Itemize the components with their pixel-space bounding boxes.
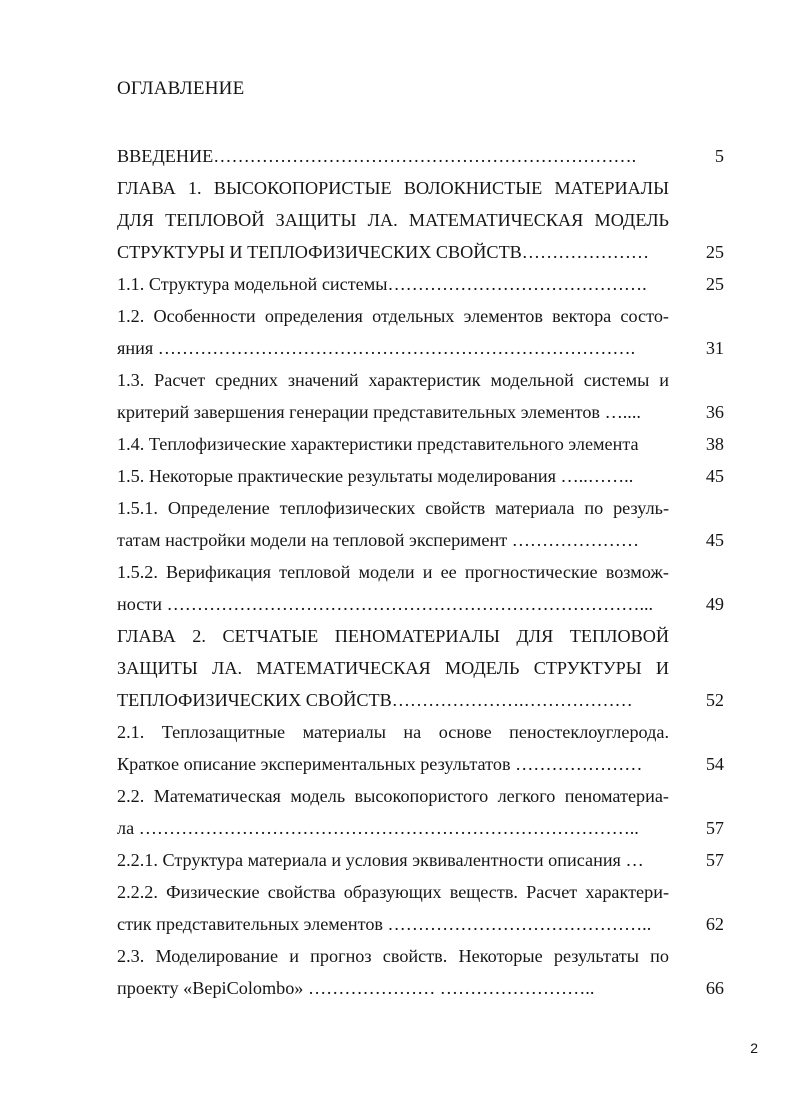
toc-line — [117, 812, 724, 844]
toc-entry-text: 1.3. Расчет средних значений характеристик модельной системы и — [117, 370, 669, 390]
toc-line — [117, 940, 724, 972]
toc-line — [117, 364, 724, 396]
toc-entry-text: ГЛАВА 1. ВЫСОКОПОРИСТЫЕ ВОЛОКНИСТЫЕ МАТЕРИАЛЫ — [117, 178, 669, 198]
toc-line — [117, 396, 724, 428]
toc-entry-text: 2.1. Теплозащитные материалы на основе пеностеклоуглерода. — [117, 722, 669, 742]
toc-line — [117, 652, 724, 684]
toc-entry-text: ности ……………………………………………………………………... — [117, 594, 654, 614]
toc-entry-page: 54 — [705, 754, 724, 774]
toc-entry-page: 52 — [705, 690, 724, 710]
toc-entry-page: 36 — [705, 402, 724, 422]
toc-entry-text: ТЕПЛОФИЗИЧЕСКИХ СВОЙСТВ………………….……………… — [117, 690, 633, 710]
toc-line — [117, 236, 724, 268]
toc-line — [117, 716, 724, 748]
toc-entry-text: 2.2.1. Структура материала и условия эквивалентности описания … — [117, 850, 644, 870]
toc-entry-text: 1.5.1. Определение теплофизических свойств материала по резуль- — [117, 498, 669, 518]
toc-line — [117, 300, 724, 332]
toc-line — [117, 556, 724, 588]
toc-line — [117, 172, 724, 204]
toc-entry-text: татам настройки модели на тепловой эксперимент ………………… — [117, 530, 640, 550]
toc-entry-text: 2.3. Моделирование и прогноз свойств. Некоторые результаты по — [117, 946, 669, 966]
toc-line — [117, 140, 724, 172]
toc-line — [117, 428, 724, 460]
toc-entry-text: 1.1. Структура модельной системы……………………………………. — [117, 274, 647, 294]
toc-line — [117, 268, 724, 300]
toc-entry-page: 25 — [705, 274, 724, 294]
toc-line — [117, 908, 724, 940]
toc-entry-text: проекту «BepiColombo» ………………… …………………….. — [117, 978, 595, 998]
toc-entry-text: 2.2.2. Физические свойства образующих веществ. Расчет характери- — [117, 882, 669, 902]
toc-line — [117, 844, 724, 876]
toc-entry-text: ВВЕДЕНИЕ……………………………………………………………. — [117, 146, 637, 166]
toc-line — [117, 876, 724, 908]
toc-entry-text: стик представительных элементов …………………………………….. — [117, 914, 652, 934]
table-of-contents — [117, 140, 724, 1004]
toc-entry-page: 5 — [714, 146, 724, 166]
toc-entry-text: ла ……………………………………………………………………….. — [117, 818, 639, 838]
toc-heading: ОГЛАВЛЕНИЕ — [117, 78, 245, 99]
toc-line — [117, 588, 724, 620]
toc-entry-page: 25 — [705, 242, 724, 262]
toc-entry-text: ДЛЯ ТЕПЛОВОЙ ЗАЩИТЫ ЛА. МАТЕМАТИЧЕСКАЯ МОДЕЛЬ — [117, 210, 669, 230]
toc-entry-page: 31 — [705, 338, 724, 358]
toc-line — [117, 684, 724, 716]
toc-line — [117, 524, 724, 556]
toc-entry-text: 1.4. Теплофизические характеристики представительного элемента — [117, 434, 639, 454]
toc-line — [117, 332, 724, 364]
toc-entry-page: 66 — [705, 978, 724, 998]
toc-entry-page: 45 — [705, 466, 724, 486]
toc-line — [117, 780, 724, 812]
toc-entry-text: 1.5. Некоторые практические результаты моделирования …..…….. — [117, 466, 634, 486]
toc-entry-page: 57 — [705, 850, 724, 870]
toc-entry-text: 1.5.2. Верификация тепловой модели и ее прогностические возмож- — [117, 562, 669, 582]
toc-line — [117, 460, 724, 492]
toc-entry-text: ГЛАВА 2. СЕТЧАТЫЕ ПЕНОМАТЕРИАЛЫ ДЛЯ ТЕПЛОВОЙ — [117, 626, 669, 646]
toc-entry-text: яния ……………………………………………………………………. — [117, 338, 636, 358]
toc-entry-page: 57 — [705, 818, 724, 838]
toc-entry-page: 38 — [705, 434, 724, 454]
toc-entry-text: Краткое описание экспериментальных результатов ………………… — [117, 754, 643, 774]
toc-line — [117, 492, 724, 524]
toc-entry-text: 2.2. Математическая модель высокопористого легкого пеноматериа- — [117, 786, 669, 806]
toc-entry-text: ЗАЩИТЫ ЛА. МАТЕМАТИЧЕСКАЯ МОДЕЛЬ СТРУКТУРЫ И — [117, 658, 669, 678]
toc-entry-page: 62 — [705, 914, 724, 934]
toc-line — [117, 620, 724, 652]
toc-line — [117, 972, 724, 1004]
toc-line — [117, 748, 724, 780]
toc-entry-text: СТРУКТУРЫ И ТЕПЛОФИЗИЧЕСКИХ СВОЙСТВ………………… — [117, 242, 650, 262]
page-number: 2 — [750, 1040, 758, 1056]
toc-entry-text: 1.2. Особенности определения отдельных элементов вектора состо- — [117, 306, 669, 326]
toc-entry-page: 45 — [705, 530, 724, 550]
toc-entry-text: критерий завершения генерации представительных элементов ….... — [117, 402, 641, 422]
toc-entry-page: 49 — [705, 594, 724, 614]
toc-line — [117, 204, 724, 236]
